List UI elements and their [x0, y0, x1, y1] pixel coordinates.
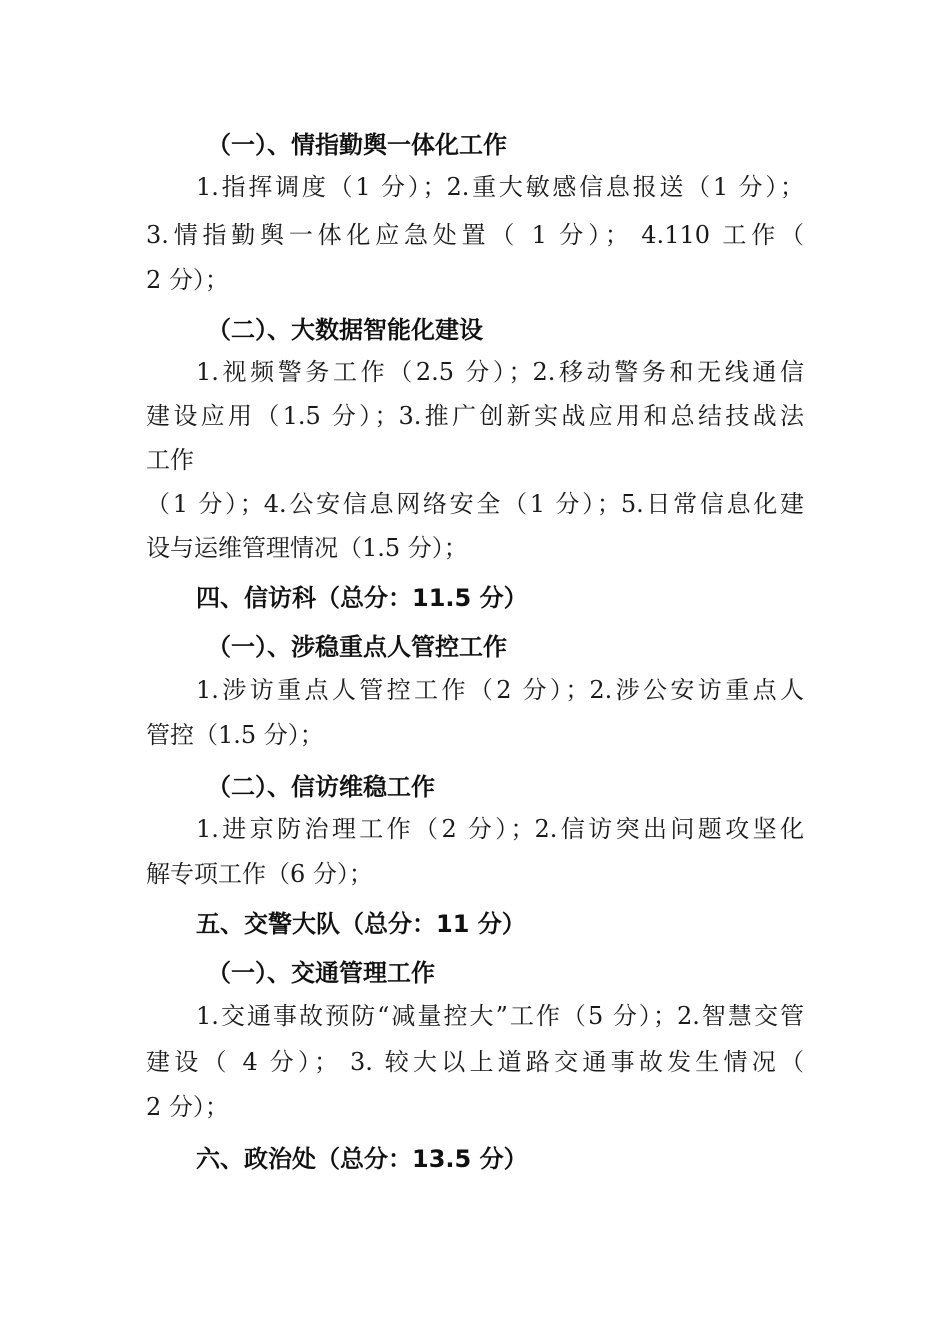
- section-heading: 五、交警大队（总分：11 分）: [196, 910, 526, 938]
- body-text-line: 工作: [146, 446, 194, 474]
- subsection-heading: （二）、大数据智能化建设: [207, 316, 483, 344]
- body-text-line: 1.涉访重点人管控工作（2 分）；2.涉公安访重点人: [196, 676, 804, 704]
- subsection-heading: （一）、交通管理工作: [207, 959, 435, 987]
- body-text-line: 1.交通事故预防“减量控大”工作（5 分）；2.智慧交管: [196, 1002, 804, 1030]
- body-text-line: 解专项工作（6 分）；: [146, 860, 373, 888]
- body-text-line: 管控（1.5 分）；: [146, 721, 324, 749]
- section-heading: 四、信访科（总分：11.5 分）: [196, 584, 528, 612]
- body-text-line: （1 分）；4.公安信息网络安全（1 分）；5.日常信息化建: [146, 490, 804, 518]
- body-text-line: 建设（ 4 分）； 3. 较大以上道路交通事故发生情况（: [146, 1048, 804, 1076]
- body-text-line: 2 分）；: [146, 266, 229, 294]
- body-text-line: 3.情指勤舆一体化应急处置（ 1 分）； 4.110 工作（: [146, 221, 804, 249]
- body-text-line: 设与运维管理情况（1.5 分）；: [146, 534, 468, 562]
- body-text-line: 1.进京防治理工作（2 分）；2.信访突出问题攻坚化: [196, 815, 804, 843]
- subsection-heading: （一）、情指勤舆一体化工作: [207, 131, 507, 159]
- body-text-line: 1.视频警务工作（2.5 分）；2.移动警务和无线通信: [196, 358, 804, 386]
- body-text-line: 建设应用（1.5 分）；3.推广创新实战应用和总结技战法: [146, 402, 804, 430]
- section-heading: 六、政治处（总分：13.5 分）: [196, 1145, 528, 1173]
- body-text-line: 2 分）；: [146, 1093, 229, 1121]
- subsection-heading: （二）、信访维稳工作: [207, 773, 435, 801]
- body-text-line: 1.指挥调度（1 分）；2.重大敏感信息报送（1 分）；: [196, 173, 804, 201]
- subsection-heading: （一）、涉稳重点人管控工作: [207, 633, 507, 661]
